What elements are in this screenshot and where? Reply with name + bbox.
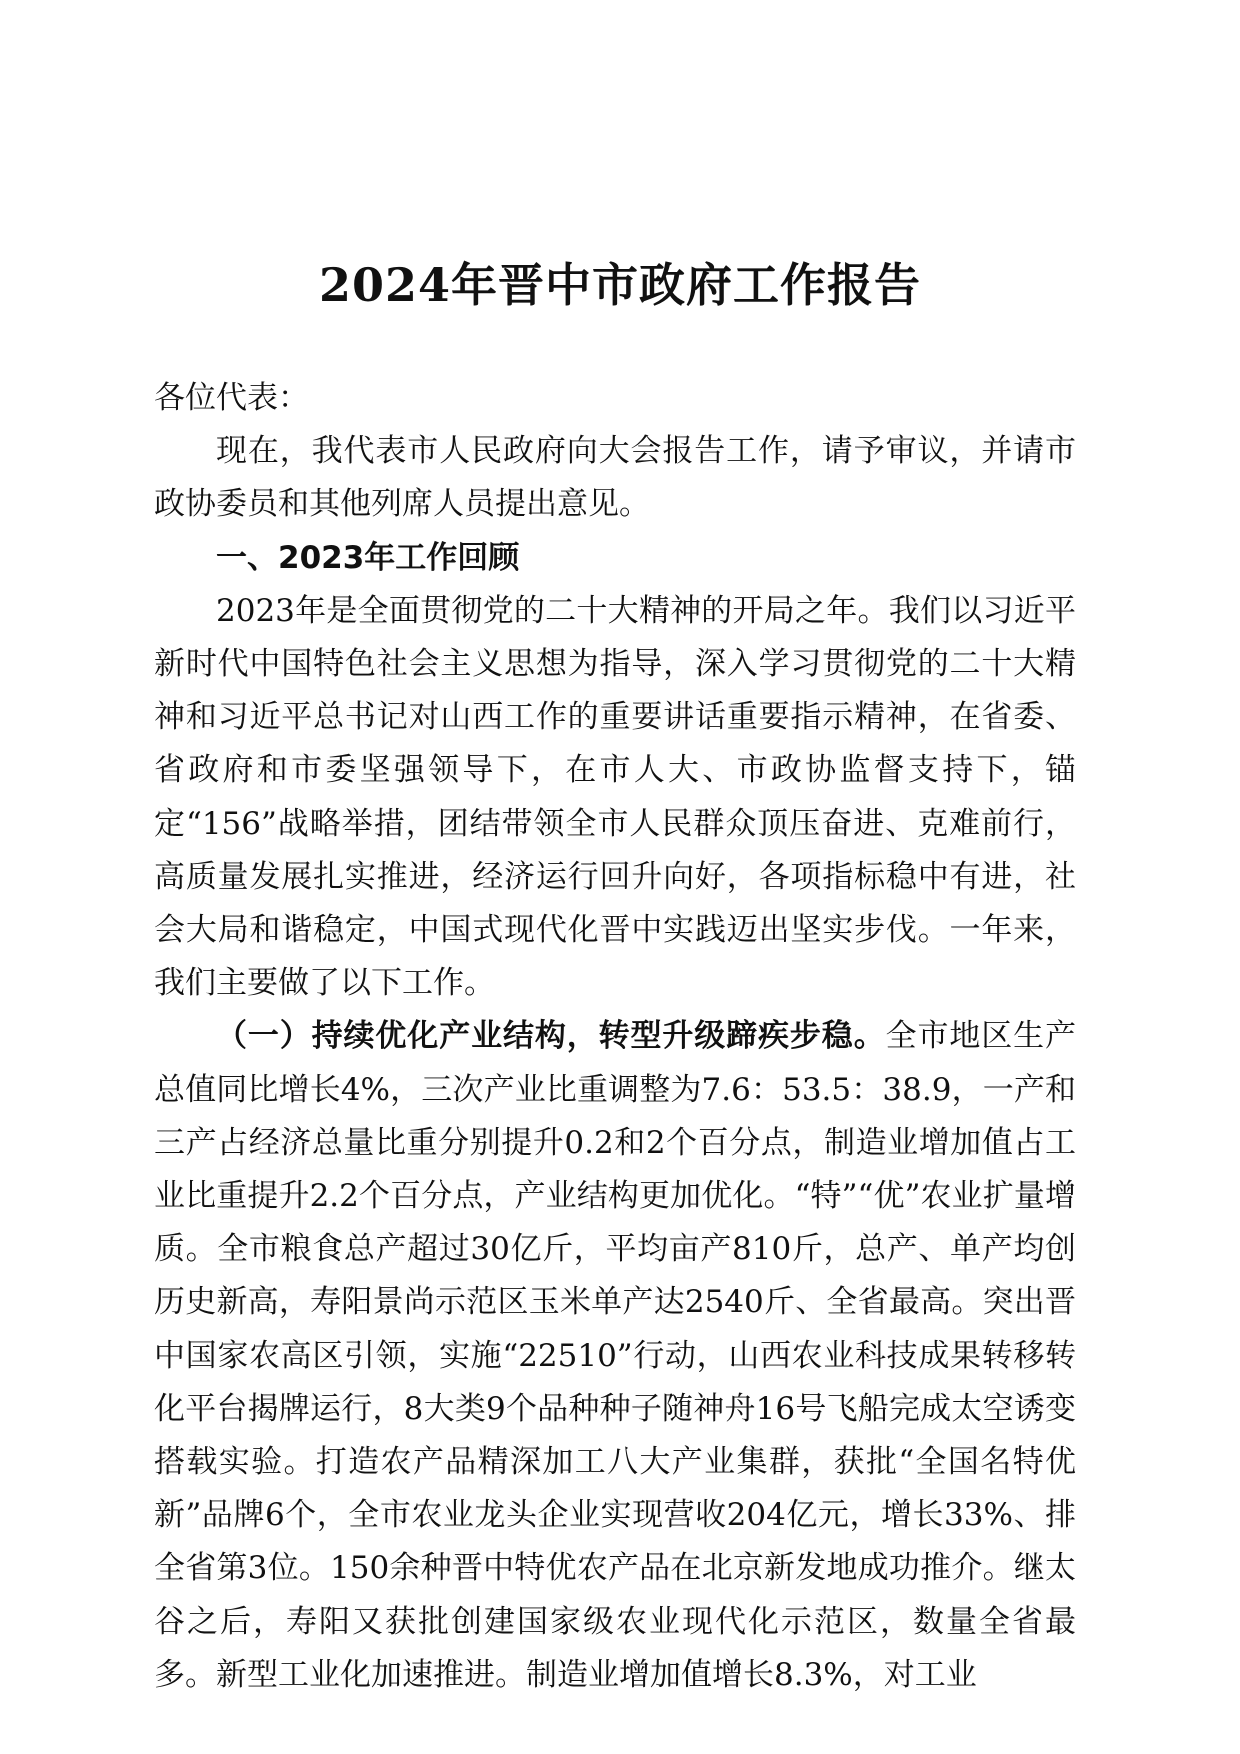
subsection-heading: （一）持续优化产业结构，转型升级蹄疾步稳。 xyxy=(216,1018,886,1055)
document-body xyxy=(154,372,1076,1702)
subsection-paragraph xyxy=(154,1010,1076,1702)
section-heading: 一、2023年工作回顾 xyxy=(216,539,520,576)
salutation: 各位代表： xyxy=(154,380,309,416)
section-paragraph: 2023年是全面贯彻党的二十大精神的开局之年。我们以习近平新时代中国特色社会主义思想为指导，深入学习贯彻党的二十大精神和习近平总书记对山西工作的重要讲话重要指示精神，在省委、省政府和市委坚强领导下，在市人大、市政协监督支持下，锚定“156”战略举措，团结带领全市人民群众顶压奋进、克难前行，高质量发展扎实推进，经济运行回升向好，各项指标稳中有进，社会大局和谐稳定，中国式现代化晋中实践迈出坚实步伐。一年来，我们主要做了以下工作。 xyxy=(154,592,1076,1002)
document-title: 2024年晋中市政府工作报告 xyxy=(318,258,922,312)
subsection-text: 全市地区生产总值同比增长4%，三次产业比重调整为7.6：53.5：38.9，一产和三产占经济总量比重分别提升0.2和2个百分点，制造业增加值占工业比重提升2.2个百分点，产业结构更加优化。“特”“优”农业扩量增质。全市粮食总产超过30亿斤，平均亩产810斤，总产、单产均创历史新高，寿阳景尚示范区玉米单产达2540斤、全省最高。突出晋中国家农高区引领，实施“22510”行动，山西农业科技成果转移转化平台揭牌运行，8大类9个品种种子随神舟16号飞船完成太空诱变搭载实验。打造农产品精深加工八大产业集群，获批“全国名特优新”品牌6个，全市农业龙头企业实现营收204亿元，增长33%、排全省第3位。150余种晋中特优农产品在北京新发地成功推介。继太谷之后，寿阳又获批创建国家级农业现代化示范区，数量全省最多。新型工业化加速推进。制造业增加值增长8.3%，对工业 xyxy=(154,1018,1077,1693)
intro-paragraph: 现在，我代表市人民政府向大会报告工作，请予审议，并请市政协委员和其他列席人员提出意见。 xyxy=(154,433,1076,523)
